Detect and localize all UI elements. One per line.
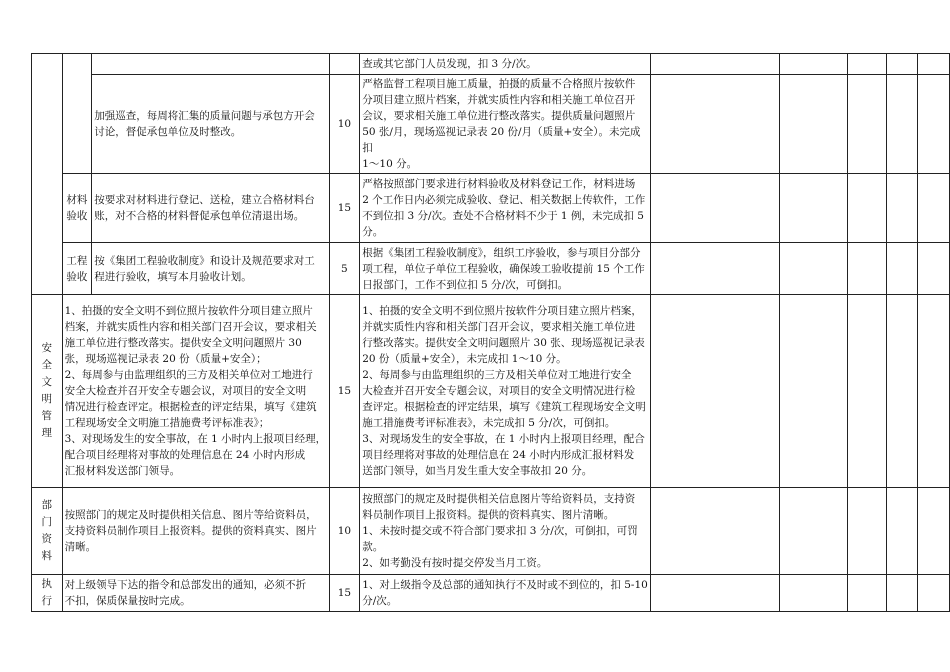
table-row (32, 54, 950, 75)
empty-cell (887, 575, 917, 612)
item-cell (62, 54, 92, 174)
empty-cell (917, 174, 949, 243)
empty-cell (917, 75, 949, 174)
content-cell (92, 54, 329, 75)
empty-cell (917, 575, 949, 612)
content-cell: 按《集团工程验收制度》和设计及规范要求对工 程进行验收，填写本月验收计划。 (92, 243, 329, 295)
empty-cell (848, 575, 887, 612)
empty-cell (779, 243, 847, 295)
method-cell: 严格监督工程项目施工质量，拍摄的质量不合格照片按软件 分项目建立照片档案，并就实质性内容和相关施工单位召开 会议，要求相关施工单位进行整改落实。提供质量问题照片 50 张/月，现场巡视记录表 20 份/月（质量+安全）。未完成扣 1～10 分。 (360, 75, 651, 174)
empty-cell (887, 488, 917, 575)
empty-cell (848, 174, 887, 243)
empty-cell (848, 243, 887, 295)
empty-cell (779, 295, 847, 488)
method-cell: 1、对上级指令及总部的通知执行不及时或不到位的，扣 5-10 分/次。 (360, 575, 651, 612)
score-cell: 15 (329, 174, 360, 243)
empty-cell (779, 54, 847, 75)
empty-cell (887, 295, 917, 488)
score-cell (329, 54, 360, 75)
empty-cell (651, 75, 780, 174)
empty-cell (848, 54, 887, 75)
score-cell: 15 (329, 295, 360, 488)
content-cell: 对上级领导下达的指令和总部发出的通知，必须不折 不扣，保质保量按时完成。 (62, 575, 329, 612)
category-cell: 部 门 资 料 (32, 488, 63, 575)
empty-cell (848, 488, 887, 575)
item-cell: 工程 验收 (62, 243, 92, 295)
empty-cell (848, 295, 887, 488)
method-cell: 根据《集团工程验收制度》，组织工序验收，参与项目分部分 项工程，单位子单位工程验收，确保竣工验收提前 15 个工作 日报部门，工作不到位扣 5 分/次，可倒扣。 (360, 243, 651, 295)
empty-cell (779, 575, 847, 612)
empty-cell (917, 488, 949, 575)
score-cell: 10 (329, 488, 360, 575)
score-cell: 15 (329, 575, 360, 612)
empty-cell (848, 75, 887, 174)
empty-cell (651, 488, 780, 575)
empty-cell (917, 54, 949, 75)
empty-cell (779, 75, 847, 174)
table-row (32, 243, 950, 295)
method-cell: 按照部门的规定及时提供相关信息图片等给资料员，支持资 料员制作项目上报资料。提供的资料真实、图片清晰。 1、未按时提交或不符合部门要求扣 3 分/次，可倒扣，可罚 款。 2、如考勤没有按时提交停发当月工资。 (360, 488, 651, 575)
table-row (32, 295, 950, 488)
category-cell: 执 行 (32, 575, 63, 612)
method-cell: 严格按照部门要求进行材料验收及材料登记工作，材料进场 2 个工作日内必须完成验收、登记、相关数据上传软件，工作 不到位扣 3 分/次。查处不合格材料不少于 1 例，未完成扣 5 分。 (360, 174, 651, 243)
empty-cell (917, 295, 949, 488)
empty-cell (779, 174, 847, 243)
category-cell (32, 54, 63, 295)
empty-cell (887, 243, 917, 295)
page (31, 53, 950, 612)
content-cell: 加强巡查，每周将汇集的质量问题与承包方开会 讨论，督促承包单位及时整改。 (92, 75, 329, 174)
score-cell: 5 (329, 243, 360, 295)
empty-cell (887, 75, 917, 174)
table-row (32, 75, 950, 174)
empty-cell (651, 174, 780, 243)
category-cell: 安 全 文 明 管 理 (32, 295, 63, 488)
empty-cell (917, 243, 949, 295)
empty-cell (887, 174, 917, 243)
content-cell: 按要求对材料进行登记、送检，建立合格材料台 账，对不合格的材料督促承包单位清退出场。 (92, 174, 329, 243)
method-cell: 查或其它部门人员发现，扣 3 分/次。 (360, 54, 651, 75)
empty-cell (779, 488, 847, 575)
empty-cell (651, 243, 780, 295)
table-row (32, 575, 950, 612)
empty-cell (887, 54, 917, 75)
content-cell: 1、拍摄的安全文明不到位照片按软件分项目建立照片 档案，并就实质性内容和相关部门召开会议，要求相关 施工单位进行整改落实。提供安全文明问题照片 30 张，现场巡视记录表 20 份（质量+安全）； 2、每周参与由监理组织的三方及相关单位对工地进行 安全大检查并召开安全专题会议，对项目的安全文明 情况进行检查评定。根据检查的评定结果，填写《建筑 工程现场安全文明施工措施费考评标准表》； 3、对现场发生的安全事故，在 1 小时内上报项目经理， 配合项目经理将对事故的处理信息在 24 小时内形成 汇报材料发送部门领导。 (62, 295, 329, 488)
item-cell: 材料 验收 (62, 174, 92, 243)
method-cell: 1、拍摄的安全文明不到位照片按软件分项目建立照片档案， 并就实质性内容和相关部门召开会议，要求相关施工单位进 行整改落实。提供安全文明问题照片 30 张、现场巡视记录表 20 份（质量+安全），未完成扣 1～10 分。 2、每周参与由监理组织的三方及相关单位对工地进行安全 大检查并召开安全专题会议，对项目的安全文明情况进行检 查评定。根据检查的评定结果，填写《建筑工程现场安全文明 施工措施费考评标准表》，未完成扣 5 分/次，可倒扣。 3、对现场发生的安全事故，在 1 小时内上报项目经理，配合 项目经理将对事故的处理信息在 24 小时内形成汇报材料发 送部门领导，如当月发生重大安全事故扣 20 分。 (360, 295, 651, 488)
empty-cell (651, 295, 780, 488)
empty-cell (651, 575, 780, 612)
table-row (32, 174, 950, 243)
score-cell: 10 (329, 75, 360, 174)
table-row (32, 488, 950, 575)
content-cell: 按照部门的规定及时提供相关信息、图片等给资料员， 支持资料员制作项目上报资料。提供的资料真实、图片 清晰。 (62, 488, 329, 575)
assessment-table (31, 53, 950, 612)
empty-cell (651, 54, 780, 75)
